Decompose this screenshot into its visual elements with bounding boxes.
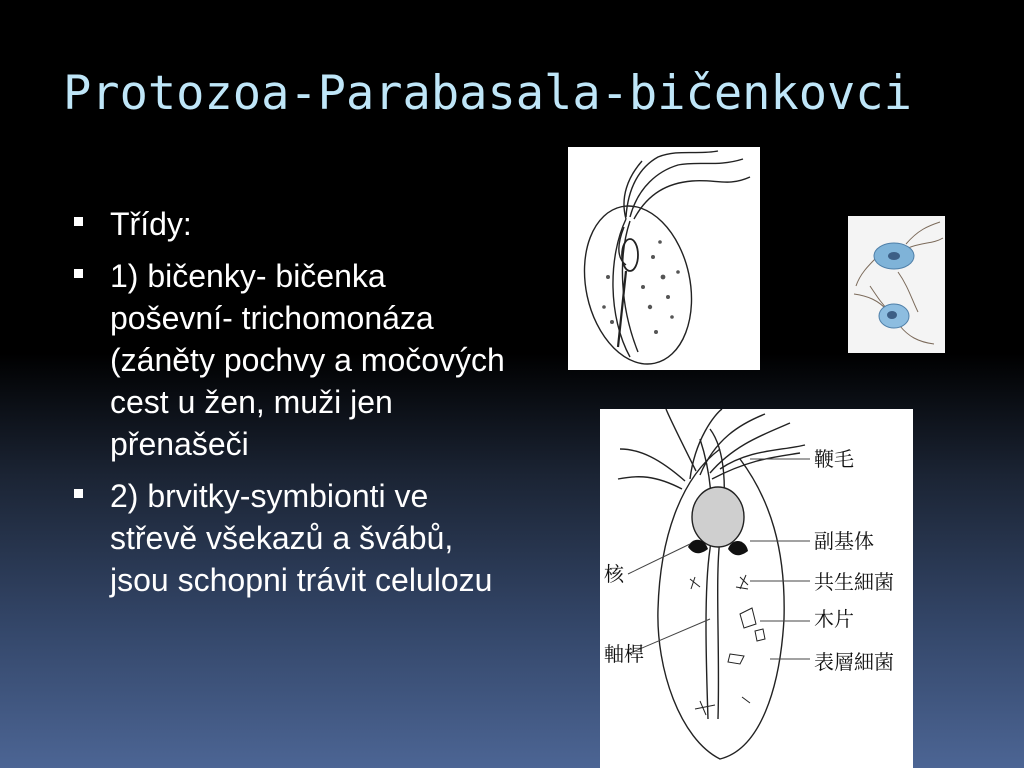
bullet-list <box>72 203 512 611</box>
square-bullet-icon <box>74 217 83 226</box>
trichomonas-photo <box>848 216 945 353</box>
square-bullet-icon <box>74 489 83 498</box>
bullet-text: 2) brvitky-symbionti ve střevě všekazů a švábů, jsou schopni trávit celulozu <box>110 478 493 598</box>
bullet-item <box>72 203 512 245</box>
trichomonas-drawing <box>568 147 760 370</box>
square-bullet-icon <box>74 269 83 278</box>
label-nucleus: 核 <box>604 562 624 586</box>
label-flagella: 鞭毛 <box>814 447 854 471</box>
slide-title: Protozoa-Parabasala-bičenkovci <box>63 66 912 121</box>
label-surface-bacteria: 表層細菌 <box>814 650 894 674</box>
label-wood: 木片 <box>814 607 854 631</box>
label-parabasal-body: 副基体 <box>814 529 874 553</box>
label-axostyle: 軸桿 <box>604 642 644 666</box>
bullet-text: 1) bičenky- bičenka poševní- trichomonáza (záněty pochvy a močových cest u žen, muži jen přenašeči <box>110 258 505 462</box>
bullet-item <box>72 475 512 601</box>
label-symbiont: 共生細菌 <box>814 570 894 594</box>
symbiont-diagram <box>600 409 913 768</box>
bullet-text: Třídy: <box>110 206 192 242</box>
bullet-item <box>72 255 512 465</box>
